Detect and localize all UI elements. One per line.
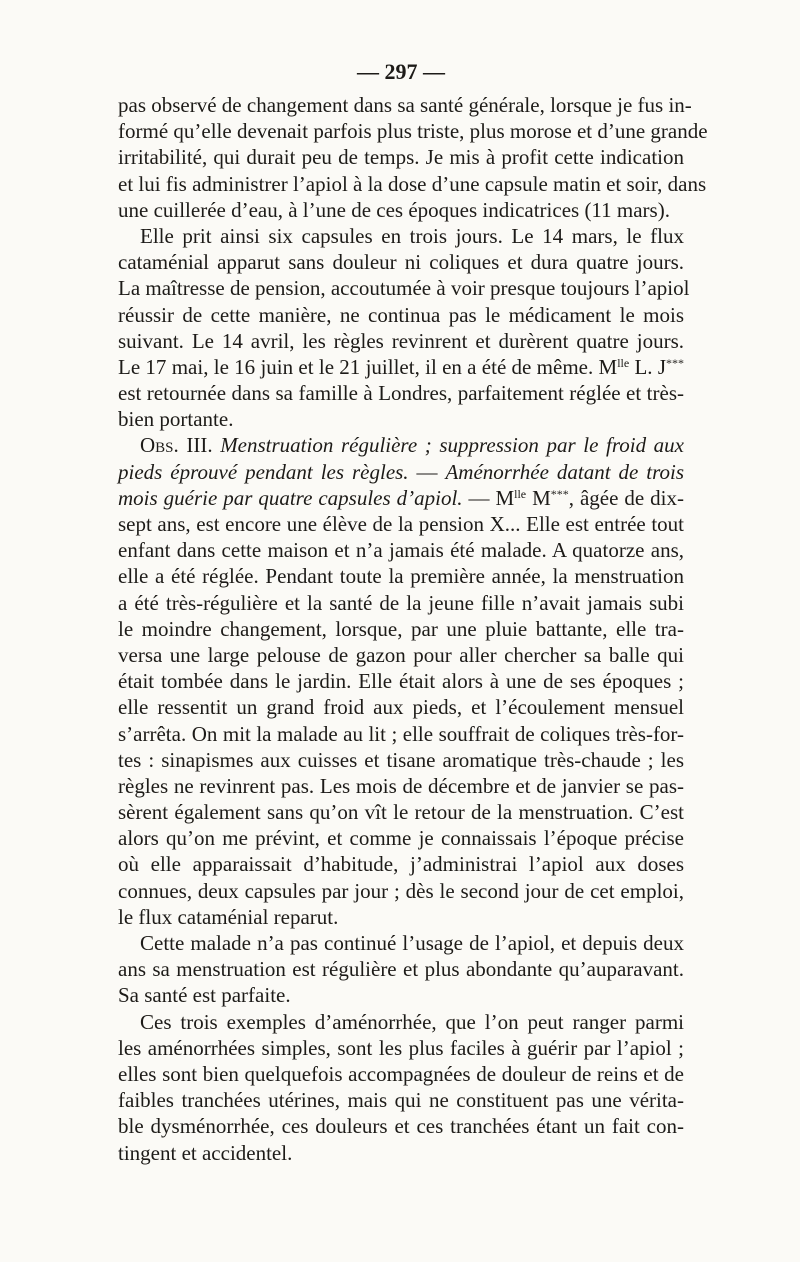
superscript: ***	[550, 486, 569, 501]
text-segment: tes : sinapismes aux cuisses et tisane aromatique très-chaude ; les	[118, 747, 684, 772]
text-segment: irritabilité, qui durait peu de temps. Je mis à profit cette indication	[118, 145, 684, 170]
text-segment: elles sont bien quelquefois accompagnées de douleur de reins et de	[118, 1061, 684, 1086]
body-text	[118, 92, 708, 1166]
text-line	[118, 851, 684, 877]
text-segment: alors qu’on me prévint, et comme je connaissais l’époque précise	[118, 826, 684, 851]
text-segment: enfant dans cette maison et n’a jamais été malade. A quatorze ans,	[118, 538, 684, 563]
text-line	[118, 354, 684, 380]
text-segment: bien portante.	[118, 407, 234, 432]
text-line	[118, 1087, 684, 1113]
text-line	[118, 590, 684, 616]
text-segment: Le 17 mai, le 16 juin et le 21 juillet, il en a été de même. M	[118, 354, 618, 379]
text-segment: le flux cataménial reparut.	[118, 904, 339, 929]
page-number: — 297 —	[357, 59, 445, 84]
text-line	[118, 537, 684, 563]
text-segment: Obs.	[140, 433, 179, 458]
superscript: lle	[617, 355, 630, 370]
text-segment: réussir de cette manière, ne continua pas le médicament le mois	[118, 302, 684, 327]
text-segment: s’arrêta. On mit la malade au lit ; elle souffrait de coliques très-for-	[118, 721, 684, 746]
text-segment: suivant. Le 14 avril, les règles revinrent et durèrent quatre jours.	[118, 328, 684, 353]
text-line	[118, 694, 684, 720]
superscript: ***	[666, 355, 685, 370]
text-line	[118, 1009, 684, 1035]
text-segment: Aménorrhée datant de trois	[445, 459, 684, 484]
text-line	[118, 406, 684, 432]
text-segment: cataménial apparut sans douleur ni coliques et dura quatre jours.	[118, 250, 684, 275]
text-line	[118, 878, 684, 904]
text-segment: où elle apparaissait d’habitude, j’administrai l’apiol aux doses	[118, 852, 684, 877]
text-line	[118, 485, 684, 511]
text-segment: elle ressentit un grand froid aux pieds, et l’écoulement mensuel	[118, 695, 684, 720]
text-line	[118, 302, 684, 328]
text-segment: elle a été réglée. Pendant toute la première année, la menstruation	[118, 564, 684, 589]
text-segment: III.	[178, 433, 221, 458]
text-line	[118, 275, 690, 301]
text-line	[118, 171, 707, 197]
text-line	[118, 747, 684, 773]
text-line	[118, 144, 684, 170]
text-line	[118, 1140, 684, 1166]
text-line	[118, 380, 684, 406]
text-segment: sèrent également sans qu’on vît le retour de la menstruation. C’est	[118, 800, 684, 825]
text-segment: pieds éprouvé pendant les règles.	[118, 459, 409, 484]
superscript: lle	[514, 486, 527, 501]
text-segment: et lui fis administrer l’apiol à la dose d’une capsule matin et soir, dans	[118, 171, 707, 196]
text-line	[118, 328, 684, 354]
text-line	[118, 982, 684, 1008]
text-line	[118, 825, 684, 851]
text-segment: versa une large pelouse de gazon pour aller chercher sa balle qui	[118, 642, 684, 667]
text-segment: —	[408, 459, 446, 484]
text-line	[118, 616, 684, 642]
text-line	[118, 92, 692, 118]
text-segment: Sa santé est parfaite.	[118, 983, 291, 1008]
text-segment: tingent et accidentel.	[118, 1140, 293, 1165]
text-segment: ble dysménorrhée, ces douleurs et ces tranchées étant un fait con-	[118, 1114, 684, 1139]
text-segment: mois guérie par quatre capsules d’apiol.	[118, 485, 463, 510]
text-segment: est retournée dans sa famille à Londres, parfaitement réglée et très-	[118, 381, 684, 406]
text-line	[118, 459, 684, 485]
text-segment: connues, deux capsules par jour ; dès le second jour de cet emploi,	[118, 878, 684, 903]
text-line	[118, 904, 684, 930]
text-segment: a été très-régulière et la santé de la jeune fille n’avait jamais subi	[118, 590, 684, 615]
text-line	[118, 1113, 684, 1139]
text-segment: Elle prit ainsi six capsules en trois jours. Le 14 mars, le flux	[140, 223, 684, 248]
text-segment: les aménorrhées simples, sont les plus faciles à guérir par l’apiol ;	[118, 1035, 684, 1060]
text-segment: , âgée de dix-	[568, 485, 684, 510]
text-segment: une cuillerée d’eau, à l’une de ces époques indicatrices (11 mars).	[118, 197, 670, 222]
text-line	[118, 721, 684, 747]
text-segment: pas observé de changement dans sa santé générale, lorsque je fus in-	[118, 93, 692, 117]
text-line	[118, 432, 684, 458]
text-line	[118, 799, 684, 825]
text-segment: Menstruation régulière ; suppression par le froid aux	[220, 433, 684, 458]
text-segment: était tombée dans le jardin. Elle était alors à une de ses époques ;	[118, 669, 684, 694]
text-line	[118, 511, 684, 537]
text-line	[118, 223, 684, 249]
text-segment: formé qu’elle devenait parfois plus triste, plus morose et d’une grande	[118, 119, 708, 144]
text-line	[118, 668, 684, 694]
text-segment: La maîtresse de pension, accoutumée à voir presque toujours l’apiol	[118, 276, 690, 301]
text-segment: règles ne revinrent pas. Les mois de décembre et de janvier se pas-	[118, 773, 684, 798]
text-segment: — M	[462, 485, 515, 510]
text-segment: ans sa menstruation est régulière et plus abondante qu’auparavant.	[118, 957, 684, 982]
text-line	[118, 1061, 684, 1087]
text-line	[118, 930, 684, 956]
text-line	[118, 642, 684, 668]
text-segment: sept ans, est encore une élève de la pension X... Elle est entrée tout	[118, 512, 684, 536]
text-segment: faibles tranchées utérines, mais qui ne constituent pas une vérita-	[118, 1088, 684, 1113]
text-line	[118, 118, 708, 144]
text-segment: le moindre changement, lorsque, par une pluie battante, elle tra-	[118, 616, 684, 641]
text-line	[118, 249, 684, 275]
text-segment: M	[526, 485, 551, 510]
text-line	[118, 956, 684, 982]
text-line	[118, 197, 684, 223]
text-line	[118, 563, 684, 589]
text-segment: Ces trois exemples d’aménorrhée, que l’on peut ranger parmi	[140, 1009, 684, 1034]
text-segment: L. J	[629, 354, 667, 379]
text-line	[118, 1035, 684, 1061]
text-segment: Cette malade n’a pas continué l’usage de l’apiol, et depuis deux	[140, 931, 684, 955]
text-line	[118, 773, 684, 799]
book-page	[118, 58, 708, 1166]
